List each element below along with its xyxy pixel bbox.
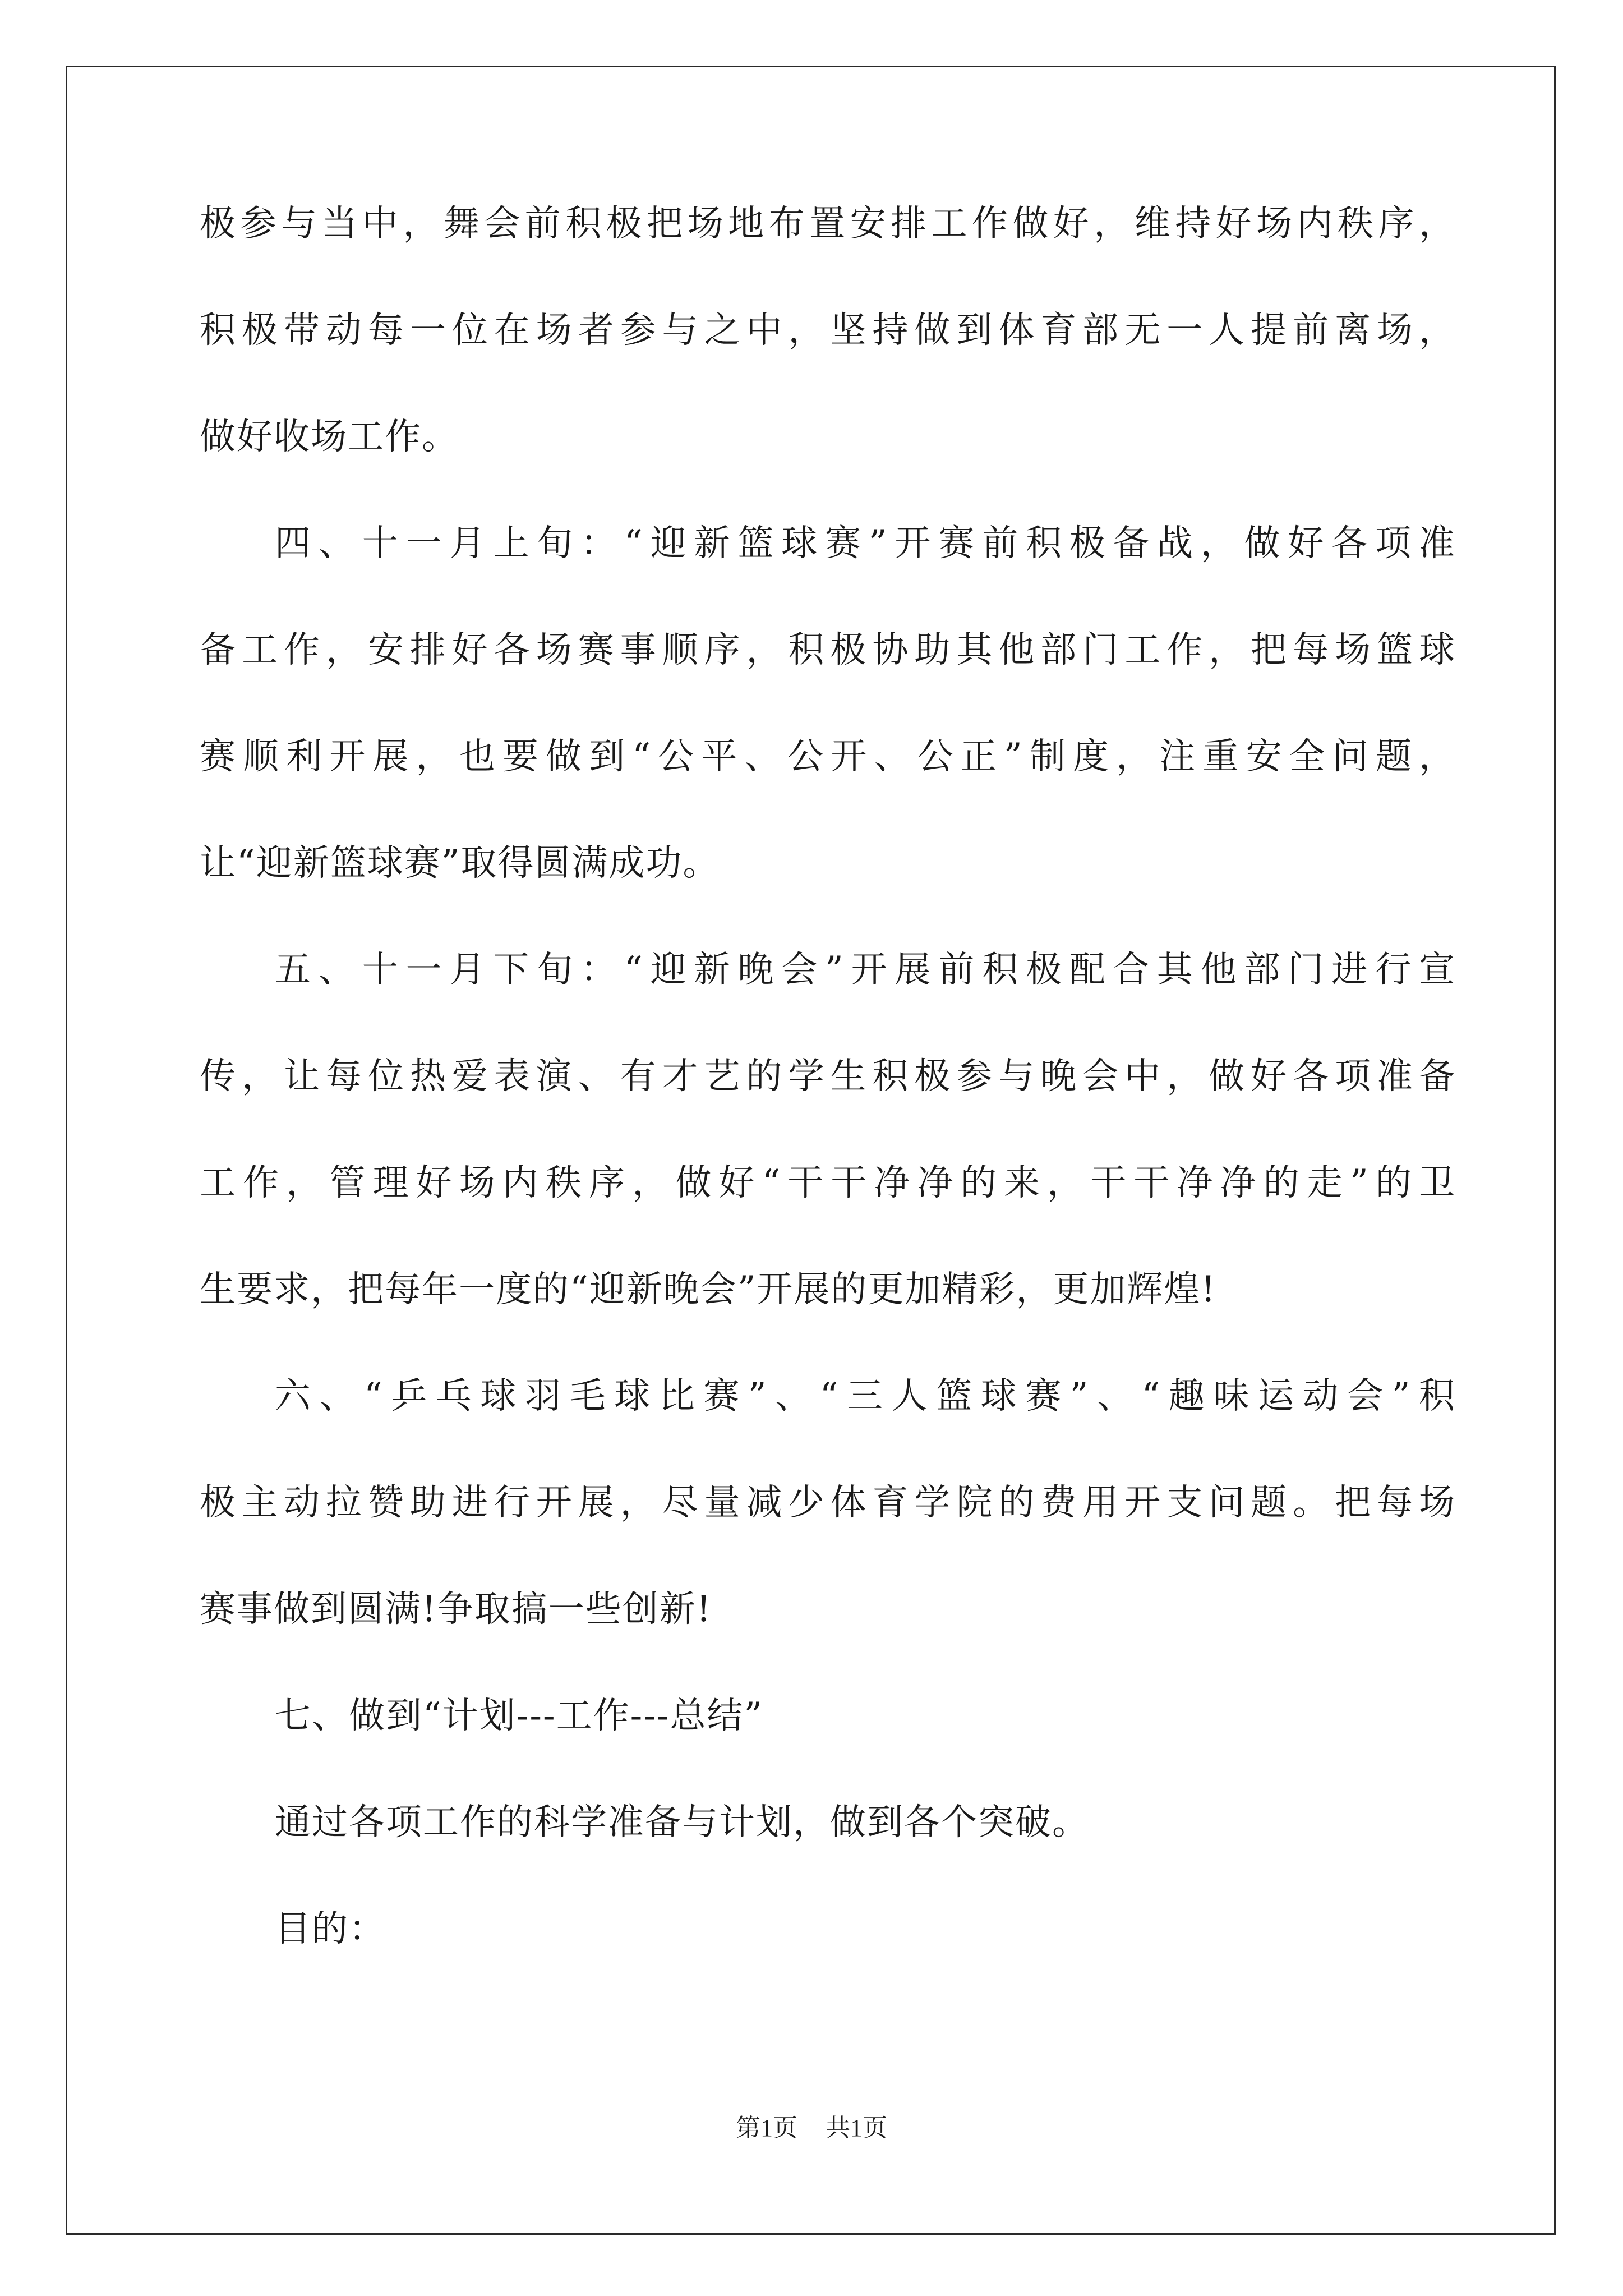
paragraph-line: 做好收场工作。 bbox=[200, 416, 459, 458]
paragraph-line: 五、十一月下旬：“迎新晚会”开展前积极配合其他部门进行宣 bbox=[275, 949, 1456, 991]
paragraph-line: 让“迎新篮球赛”取得圆满成功。 bbox=[200, 843, 720, 884]
paragraph-line: 七、做到“计划---工作---总结” bbox=[275, 1695, 764, 1737]
paragraph-line: 赛顺利开展，也要做到“公平、公开、公正”制度，注重安全问题， bbox=[200, 736, 1456, 777]
paragraph-line: 极主动拉赞助进行开展，尽量减少体育学院的费用开支问题。把每场 bbox=[200, 1482, 1456, 1524]
paragraph-line: 目的： bbox=[275, 1908, 386, 1950]
page-footer bbox=[0, 2113, 1623, 2143]
document-body bbox=[200, 202, 1456, 1951]
paragraph-line: 四、十一月上旬：“迎新篮球赛”开赛前积极备战，做好各项准 bbox=[275, 523, 1456, 564]
paragraph-line: 工作，管理好场内秩序，做好“干干净净的来，干干净净的走”的卫 bbox=[200, 1162, 1456, 1204]
page-total: 共1页 bbox=[826, 2114, 887, 2142]
paragraph-line: 备工作，安排好各场赛事顺序，积极协助其他部门工作，把每场篮球 bbox=[200, 629, 1456, 671]
page-number: 第1页 bbox=[736, 2114, 797, 2142]
paragraph-line: 传，让每位热爱表演、有才艺的学生积极参与晚会中，做好各项准备 bbox=[200, 1056, 1456, 1097]
paragraph-line: 积极带动每一位在场者参与之中，坚持做到体育部无一人提前离场， bbox=[200, 310, 1456, 351]
paragraph-line: 六、“乒乓球羽毛球比赛”、“三人篮球赛”、“趣味运动会”积 bbox=[275, 1375, 1456, 1417]
paragraph-line: 赛事做到圆满!争取搞一些创新! bbox=[200, 1589, 712, 1630]
paragraph-line: 极参与当中，舞会前积极把场地布置安排工作做好，维持好场内秩序， bbox=[200, 203, 1456, 245]
paragraph-line: 通过各项工作的科学准备与计划，做到各个突破。 bbox=[275, 1802, 1089, 1843]
paragraph-line: 生要求，把每年一度的“迎新晚会”开展的更加精彩，更加辉煌! bbox=[200, 1269, 1217, 1310]
